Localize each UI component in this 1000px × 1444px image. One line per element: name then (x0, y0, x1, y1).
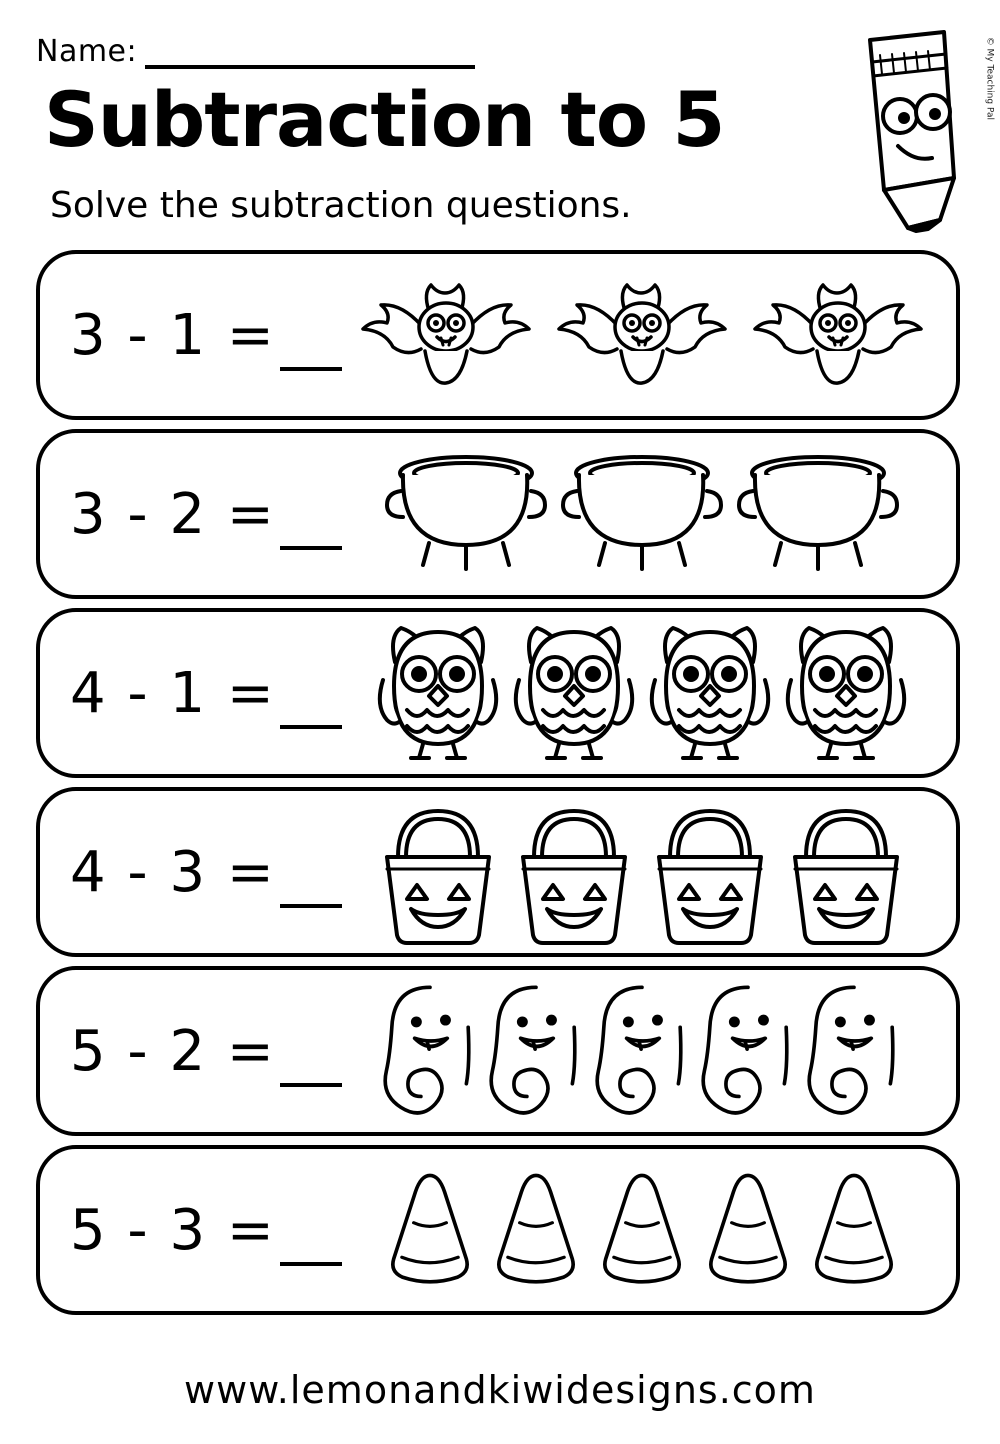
equation-text: 5 - 2 = (70, 1018, 276, 1084)
equation (40, 482, 342, 547)
pumpkin-bucket-icon (373, 797, 503, 947)
pumpkin-bucket-icon (509, 797, 639, 947)
answer-blank[interactable] (280, 685, 342, 729)
icon-group-candy-corn (342, 1164, 956, 1296)
cauldron-icon (557, 439, 727, 589)
icon-group-owls (342, 618, 956, 768)
answer-blank[interactable] (280, 864, 342, 908)
answer-blank[interactable] (280, 327, 342, 371)
candy-corn-icon (592, 1164, 692, 1296)
name-field-row (36, 34, 475, 69)
answer-blank[interactable] (280, 1222, 342, 1266)
problem-row (36, 787, 960, 957)
equation (40, 840, 342, 905)
candy-corn-icon (380, 1164, 480, 1296)
candy-corn-icon (486, 1164, 586, 1296)
icon-group-ghosts (342, 976, 956, 1126)
ghost-icon (698, 976, 798, 1126)
bat-icon (743, 275, 933, 395)
problem-list (36, 250, 960, 1324)
problem-row (36, 1145, 960, 1315)
owl-icon (645, 618, 775, 768)
website-footer: www.lemonandkiwidesigns.com (184, 1368, 816, 1412)
bat-icon (351, 275, 541, 395)
equation (40, 1198, 342, 1263)
equation (40, 1019, 342, 1084)
problem-row (36, 250, 960, 420)
cauldron-icon (381, 439, 551, 589)
candy-corn-icon (804, 1164, 904, 1296)
owl-icon (781, 618, 911, 768)
pumpkin-bucket-icon (645, 797, 775, 947)
page-subtitle: Solve the subtraction questions. (50, 185, 632, 226)
problem-row (36, 429, 960, 599)
bat-icon (547, 275, 737, 395)
equation-text: 4 - 1 = (70, 660, 276, 726)
ghost-icon (486, 976, 586, 1126)
icon-group-pumpkin-buckets (342, 797, 956, 947)
equation-text: 3 - 1 = (70, 302, 276, 368)
pumpkin-bucket-icon (781, 797, 911, 947)
equation-text: 5 - 3 = (70, 1197, 276, 1263)
answer-blank[interactable] (280, 506, 342, 550)
copyright-credit: © My Teaching Pal (984, 36, 994, 120)
icon-group-cauldrons (342, 439, 956, 589)
problem-row (36, 608, 960, 778)
page-title: Subtraction to 5 (44, 75, 725, 164)
name-label: Name: (36, 34, 138, 69)
answer-blank[interactable] (280, 1043, 342, 1087)
owl-icon (509, 618, 639, 768)
owl-icon (373, 618, 503, 768)
equation (40, 661, 342, 726)
pencil-mascot-icon (836, 28, 976, 233)
ghost-icon (592, 976, 692, 1126)
ghost-icon (380, 976, 480, 1126)
equation (40, 303, 342, 368)
name-input-blank[interactable] (145, 39, 475, 69)
problem-row (36, 966, 960, 1136)
equation-text: 4 - 3 = (70, 839, 276, 905)
candy-corn-icon (698, 1164, 798, 1296)
icon-group-bats (342, 275, 956, 395)
ghost-icon (804, 976, 904, 1126)
equation-text: 3 - 2 = (70, 481, 276, 547)
cauldron-icon (733, 439, 903, 589)
